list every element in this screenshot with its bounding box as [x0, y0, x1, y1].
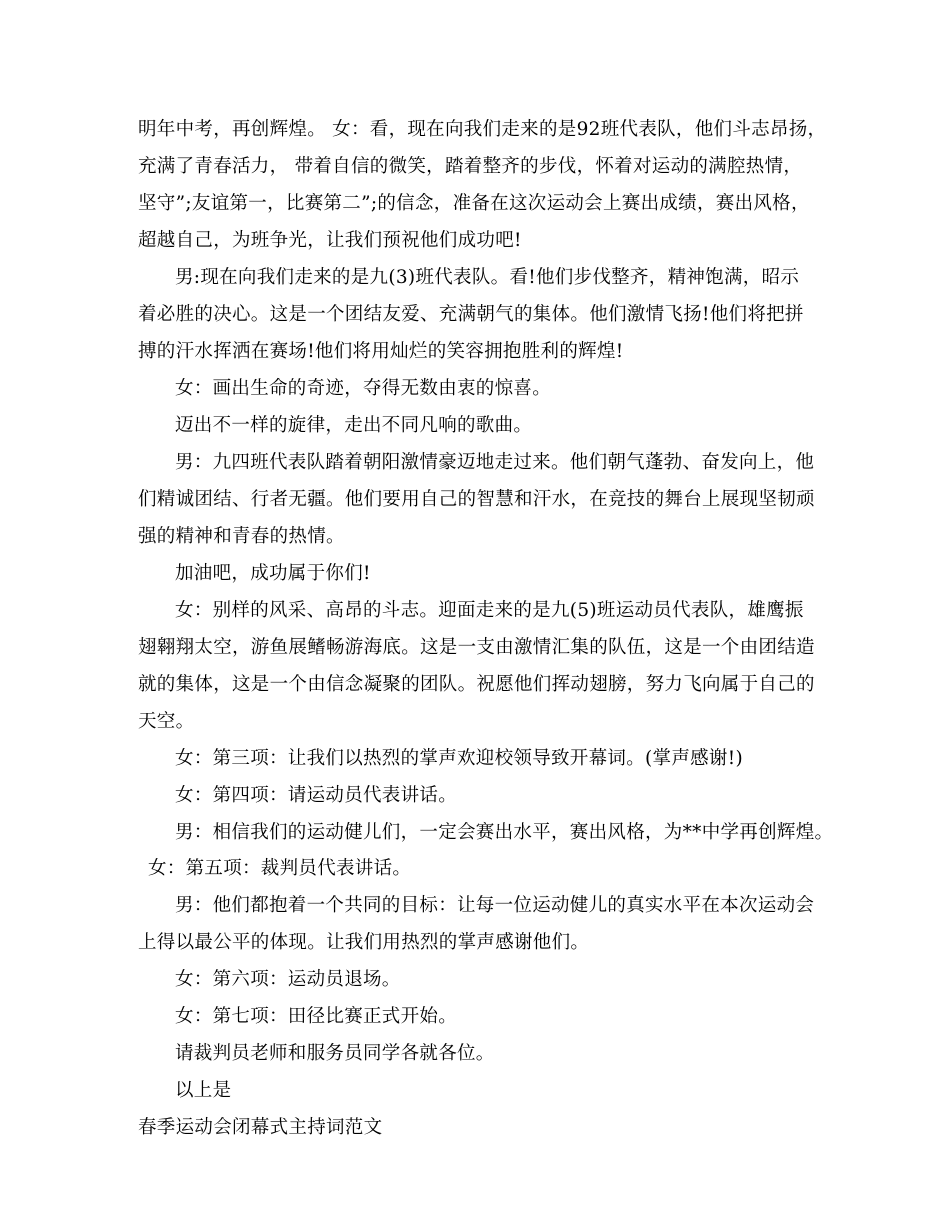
text-line: 明年中考，再创辉煌。 女：看，现在向我们走来的是92班代表队，他们斗志昂扬，: [138, 119, 827, 140]
text-line: 男：他们都抱着一个共同的目标：让每一位运动健儿的真实水平在本次运动会: [175, 895, 815, 916]
text-line: 女：第七项：田径比赛正式开始。: [175, 1006, 458, 1027]
text-line: 就的集体，这是一个由信念凝聚的团队。祝愿他们挥动翅膀，努力飞向属于自己的: [138, 674, 815, 695]
text-line: 们精诚团结、行者无疆。他们要用自己的智慧和汗水，在竞技的舞台上展现坚韧顽: [138, 489, 815, 510]
text-line: 上得以最公平的体现。让我们用热烈的掌声感谢他们。: [138, 932, 590, 953]
text-line: 男:现在向我们走来的是九(3)班代表队。看!他们步伐整齐，精神饱满，昭示: [175, 267, 800, 288]
text-line: 女：第五项：裁判员代表讲话。: [148, 858, 412, 879]
text-line: 充满了青春活力， 带着自信的微笑，踏着整齐的步伐，怀着对运动的满腔热情，: [138, 156, 803, 177]
text-line: 坚守”;友谊第一，比赛第二”;的信念，准备在这次运动会上赛出成绩，赛出风格，: [138, 193, 810, 214]
text-line: 女：第六项：运动员退场。: [175, 969, 401, 990]
text-line: 女：第三项：让我们以热烈的掌声欢迎校领导致开幕词。(掌声感谢!): [175, 748, 743, 769]
text-line: 男：九四班代表队踏着朝阳激情豪迈地走过来。他们朝气蓬勃、奋发向上，他: [175, 452, 815, 473]
text-line: 春季运动会闭幕式主持词范文: [138, 1117, 383, 1138]
text-line: 女：别样的风采、高昂的斗志。迎面走来的是九(5)班运动员代表队，雄鹰振: [175, 600, 804, 621]
text-line: 女：画出生命的奇迹，夺得无数由衷的惊喜。: [175, 378, 552, 399]
text-line: 加油吧，成功属于你们!: [175, 563, 371, 584]
text-line: 请裁判员老师和服务员同学各就各位。: [175, 1043, 495, 1064]
text-line: 强的精神和青春的热情。: [138, 526, 345, 547]
text-line: 超越自己，为班争光，让我们预祝他们成功吧!: [138, 230, 522, 251]
text-line: 翅翱翔太空，游鱼展鳍畅游海底。这是一支由激情汇集的队伍，这是一个由团结造: [138, 637, 815, 658]
text-line: 搏的汗水挥洒在赛场!他们将用灿烂的笑容拥抱胜利的辉煌!: [138, 341, 624, 362]
text-line: 以上是: [175, 1080, 232, 1101]
text-line: 着必胜的决心。这是一个团结友爱、充满朝气的集体。他们激情飞扬!他们将把拼: [138, 304, 804, 325]
text-line: 天空。: [138, 711, 195, 732]
text-line: 女：第四项：请运动员代表讲话。: [175, 785, 458, 806]
text-line: 男：相信我们的运动健儿们，一定会赛出水平，赛出风格，为**中学再创辉煌。: [175, 822, 834, 843]
text-line: 迈出不一样的旋律，走出不同凡响的歌曲。: [175, 415, 533, 436]
